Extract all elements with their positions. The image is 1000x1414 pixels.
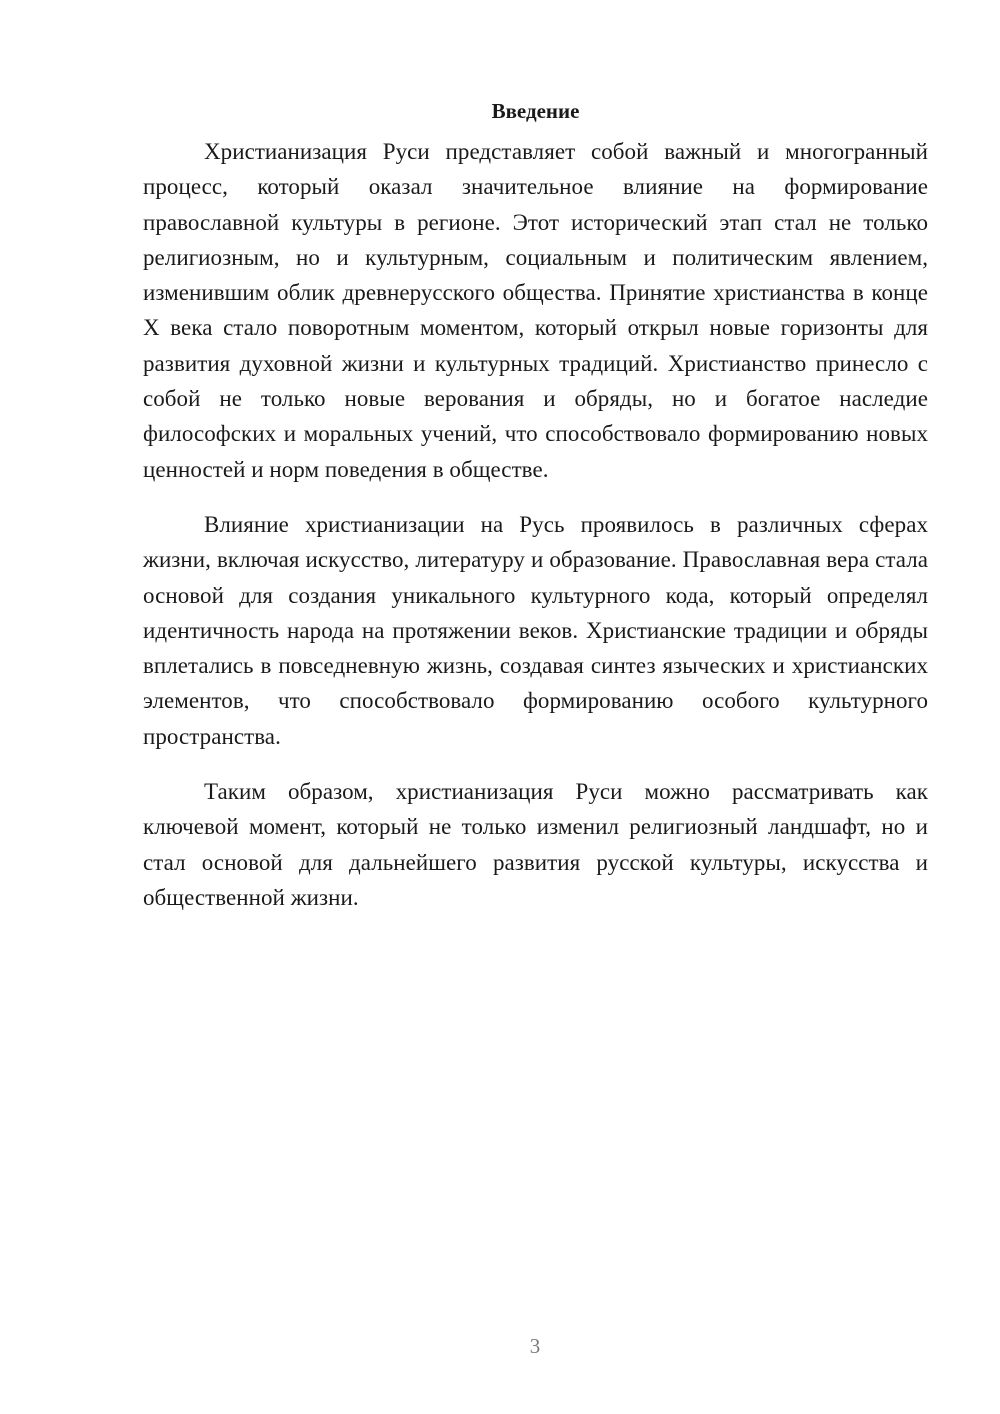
paragraph-1: Христианизация Руси представляет собой важный и многогранный процесс, который оказал значительное влияние на формирование православной культуры в регионе. Этот исторический этап стал не только религиозным, но и культурным, социальным и политическим явлением, изменившим облик древнерусского общества. Принятие христианства в конце X века стало поворотным моментом, который открыл новые горизонты для развития духовной жизни и культурных традиций. Христианство принесло с собой не только новые верования и обряды, но и богатое наследие философских и моральных учений, что способствовало формированию новых ценностей и норм поведения в обществе. (143, 139, 928, 482)
paragraph-3: Таким образом, христианизация Руси можно рассматривать как ключевой момент, который не только изменил религиозный ландшафт, но и стал основой для дальнейшего развития русской культуры, искусства и общественной жизни. (143, 779, 928, 910)
page-content (143, 96, 928, 915)
section-heading: Введение (491, 99, 580, 123)
page-number: 3 (529, 1334, 541, 1358)
paragraph-2: Влияние христианизации на Русь проявилось в различных сферах жизни, включая искусство, литературу и образование. Православная вера стала основой для создания уникального культурного кода, который определял идентичность народа на протяжении веков. Христианские традиции и обряды вплетались в повседневную жизнь, создавая синтез языческих и христианских элементов, что способствовало формированию особого культурного пространства. (143, 511, 928, 749)
